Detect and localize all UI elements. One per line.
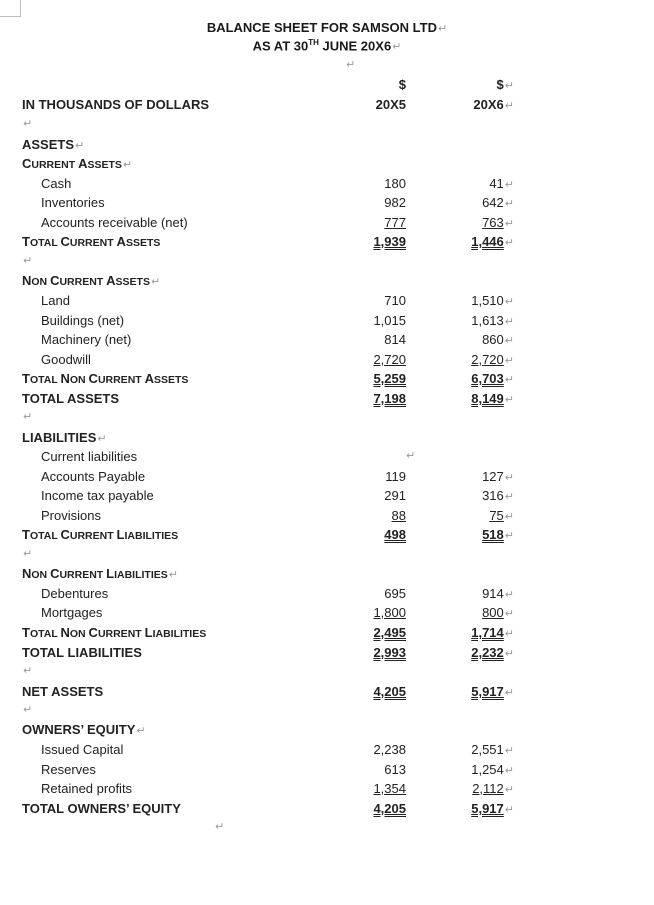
row-label: Retained profits [41, 781, 133, 796]
value-20x5: 710 [384, 293, 406, 308]
value-20x5: 814 [384, 332, 406, 347]
value-20x6: 800↵ [482, 605, 514, 620]
row-label: Issued Capital [41, 742, 124, 757]
value-20x6: 763↵ [482, 215, 514, 230]
year-header-20x6: 20X6↵ [473, 97, 514, 112]
paragraph-mark-icon: ↵ [504, 765, 514, 777]
value-20x6: 75↵ [489, 508, 514, 523]
total-assets-row [0, 391, 654, 409]
assets-heading-row [0, 137, 654, 155]
value-20x6: 316↵ [482, 488, 514, 503]
inventories-row [0, 195, 654, 213]
paragraph-mark-icon: ↵ [23, 411, 33, 423]
paragraph-mark-icon: ↵ [215, 821, 225, 833]
paragraph-mark-icon: ↵ [504, 394, 514, 406]
value-20x5: 777 [384, 215, 406, 230]
paragraph-mark-icon: ↵ [392, 41, 402, 54]
paragraph-mark-icon: ↵ [504, 784, 514, 796]
value-20x5: 613 [384, 762, 406, 777]
mortgages-row [0, 605, 654, 623]
value-20x6: 127↵ [482, 469, 514, 484]
paragraph-mark-icon: ↵ [23, 704, 33, 716]
value-20x5: 180 [384, 176, 406, 191]
value-20x6: 6,703↵ [471, 371, 514, 386]
receivables-row [0, 215, 654, 233]
value-20x6: 1,446↵ [471, 234, 514, 249]
value-20x5: 7,198 [373, 391, 406, 406]
value-20x5: 4,205 [373, 801, 406, 816]
total-current-assets-row: TOTAL CURRENT ASSETS 1,939 1,446↵ [22, 234, 514, 249]
page-corner-marker [0, 0, 21, 17]
value-20x5: 119 [385, 469, 406, 484]
total-non-current-liabilities-row: TOTAL NON CURRENT LIABILITIES 2,495 1,714↵ [22, 625, 514, 640]
value-20x6: 914↵ [482, 586, 514, 601]
title-line-2-suffix: JUNE 20X6 [318, 38, 392, 54]
row-label: Buildings (net) [41, 313, 125, 328]
row-label: Machinery (net) [41, 332, 132, 347]
paragraph-mark-icon: ↵ [504, 648, 514, 660]
liabilities-heading: LIABILITIES [22, 430, 97, 445]
paragraph-mark-icon: ↵ [504, 628, 514, 640]
value-20x6: 2,112↵ [472, 781, 514, 796]
paragraph-mark-icon: ↵ [504, 237, 514, 249]
row-label: Inventories [41, 195, 105, 210]
value-20x6: 8,149↵ [471, 391, 514, 406]
title-line-2-prefix: AS AT 30 [252, 38, 309, 54]
accounts-payable-row [0, 469, 654, 487]
value-20x6: 41↵ [489, 176, 514, 191]
value-20x5: 1,939 [373, 234, 406, 249]
sheet-date [0, 38, 654, 53]
value-20x6: 642↵ [482, 195, 514, 210]
paragraph-mark-icon: ↵ [504, 374, 514, 386]
total-owners-equity-row [0, 801, 654, 819]
value-20x5: 1,800 [373, 605, 406, 620]
row-label: Land [41, 293, 70, 308]
owners-equity-heading: OWNERS’ EQUITY [22, 722, 136, 737]
total-current-liabilities-row: TOTAL CURRENT LIABILITIES 498 518↵ [22, 527, 514, 542]
value-20x6: 5,917↵ [471, 801, 514, 816]
value-20x6: 860↵ [482, 332, 514, 347]
total-non-current-assets-row: TOTAL NON CURRENT ASSETS 5,259 6,703↵ [22, 371, 514, 386]
paragraph-mark-icon: ↵ [504, 218, 514, 230]
value-20x5: 2,720 [373, 352, 406, 367]
paragraph-mark-icon: ↵ [504, 472, 514, 484]
value-20x5: 1,015 [373, 313, 406, 328]
units-label: IN THOUSANDS OF DOLLARS [22, 97, 210, 112]
paragraph-mark-icon: ↵ [406, 450, 416, 462]
value-20x6: 1,613↵ [471, 313, 514, 328]
value-20x6: 518↵ [482, 527, 514, 542]
value-20x6: 1,510↵ [471, 293, 514, 308]
row-label: Mortgages [41, 605, 103, 620]
value-20x5: 2,993 [373, 645, 406, 660]
current-assets-heading-row: CURRENT ASSETS↵ [22, 156, 133, 171]
paragraph-mark-icon: ↵ [504, 316, 514, 328]
paragraph-mark-icon: ↵ [23, 255, 33, 267]
row-label: Reserves [41, 762, 96, 777]
row-label: Income tax payable [41, 488, 154, 503]
value-20x6: 1,254↵ [471, 762, 514, 777]
row-label: Accounts Payable [41, 469, 146, 484]
reserves-row [0, 762, 654, 780]
value-20x6: 2,551↵ [471, 742, 514, 757]
row-label: Cash [41, 176, 72, 191]
value-20x5: 291 [384, 488, 406, 503]
current-liabilities-row [0, 449, 654, 467]
value-20x6: 5,917↵ [471, 684, 514, 699]
value-20x5: 2,238 [373, 742, 406, 757]
paragraph-mark-icon: ↵ [168, 569, 178, 581]
cash-row [0, 176, 654, 194]
row-label: TOTAL OWNERS’ EQUITY [22, 801, 181, 816]
paragraph-mark-icon: ↵ [504, 511, 514, 523]
land-row [0, 293, 654, 311]
row-label: NET ASSETS [22, 684, 104, 699]
paragraph-mark-icon: ↵ [504, 530, 514, 542]
paragraph-mark-icon: ↵ [136, 725, 146, 737]
value-20x5: 498 [384, 527, 406, 542]
year-header-20x5: 20X5 [375, 97, 406, 112]
value-20x6: 2,720↵ [471, 352, 514, 367]
value-20x5: 88 [391, 508, 406, 523]
value-20x5: 1,354 [373, 781, 406, 796]
liabilities-heading-row [0, 430, 654, 448]
value-20x5: 5,259 [373, 371, 406, 386]
paragraph-mark-icon: ↵ [504, 355, 514, 367]
row-label: TOTAL ASSETS [22, 391, 120, 406]
retained-profits-row [0, 781, 654, 799]
paragraph-mark-icon: ↵ [504, 296, 514, 308]
paragraph-mark-icon: ↵ [504, 491, 514, 503]
value-20x5: 982 [384, 195, 406, 210]
value-20x5: 2,495 [373, 625, 406, 640]
paragraph-mark-icon: ↵ [346, 59, 356, 71]
non-current-liabilities-heading-row: NON CURRENT LIABILITIES↵ [22, 566, 178, 581]
title-superscript: TH [308, 38, 319, 47]
paragraph-mark-icon: ↵ [504, 745, 514, 757]
value-20x5: 695 [384, 586, 406, 601]
paragraph-mark-icon: ↵ [504, 687, 514, 699]
paragraph-mark-icon: ↵ [122, 159, 133, 171]
sheet-title [0, 20, 654, 35]
goodwill-row [0, 352, 654, 370]
value-20x6: 1,714↵ [471, 625, 514, 640]
debentures-row [0, 586, 654, 604]
row-label: Provisions [41, 508, 101, 523]
paragraph-mark-icon: ↵ [504, 179, 514, 191]
paragraph-mark-icon: ↵ [504, 608, 514, 620]
currency-header-20x5: $ [398, 77, 406, 92]
paragraph-mark-icon: ↵ [23, 118, 33, 130]
row-label: Goodwill [41, 352, 91, 367]
title-line-1: BALANCE SHEET FOR SAMSON LTD [206, 20, 437, 35]
value-20x6: 2,232↵ [471, 645, 514, 660]
currency-header-20x6: $↵ [496, 77, 514, 92]
provisions-row [0, 508, 654, 526]
row-label: Accounts receivable (net) [41, 215, 188, 230]
paragraph-mark-icon: ↵ [437, 23, 448, 35]
paragraph-mark-icon: ↵ [504, 589, 514, 601]
paragraph-mark-icon: ↵ [504, 335, 514, 347]
paragraph-mark-icon: ↵ [504, 198, 514, 210]
paragraph-mark-icon: ↵ [23, 548, 33, 560]
paragraph-mark-icon: ↵ [504, 80, 514, 92]
paragraph-mark-icon: ↵ [150, 276, 161, 288]
paragraph-mark-icon: ↵ [504, 100, 514, 112]
buildings-row [0, 313, 654, 331]
owners-equity-heading-row [0, 722, 654, 740]
issued-capital-row [0, 742, 654, 760]
total-liabilities-row [0, 645, 654, 663]
row-label: Current liabilities [41, 449, 138, 464]
paragraph-mark-icon: ↵ [504, 804, 514, 816]
income-tax-row [0, 488, 654, 506]
row-label: TOTAL LIABILITIES [22, 645, 142, 660]
paragraph-mark-icon: ↵ [75, 140, 85, 152]
non-current-assets-heading-row: NON CURRENT ASSETS↵ [22, 273, 161, 288]
value-20x5: 4,205 [373, 684, 406, 699]
assets-heading: ASSETS [22, 137, 75, 152]
paragraph-mark-icon: ↵ [97, 433, 107, 445]
paragraph-mark-icon: ↵ [23, 665, 33, 677]
net-assets-row [0, 684, 654, 702]
row-label: Debentures [41, 586, 109, 601]
machinery-row [0, 332, 654, 350]
